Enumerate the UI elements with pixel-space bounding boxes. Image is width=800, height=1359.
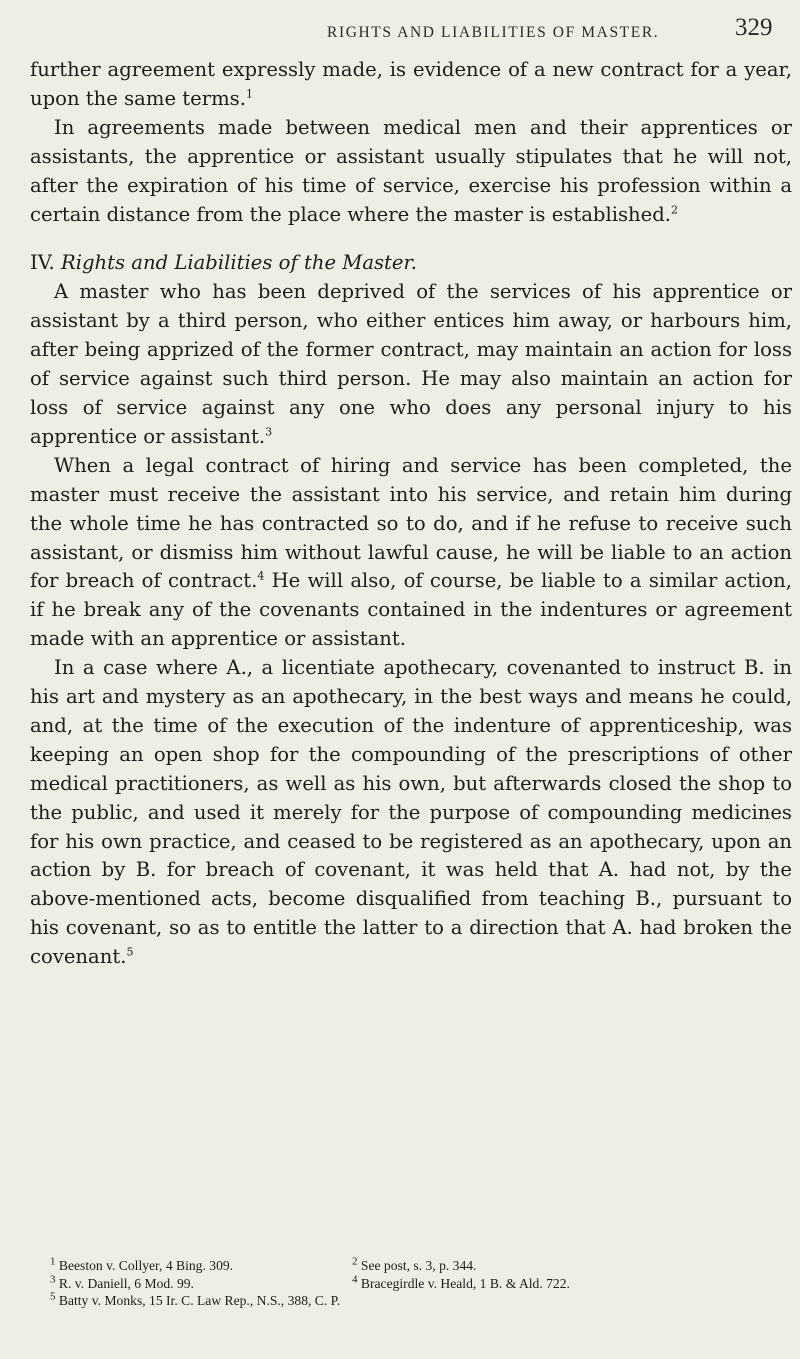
footnote-mark: 5	[50, 1290, 56, 1303]
footnote-text: Batty v. Monks, 15 Ir. C. Law Rep., N.S., 388, C. P.	[58, 1293, 341, 1308]
footnote	[352, 1257, 476, 1275]
footnote	[352, 1272, 570, 1293]
footnote-row	[50, 1272, 790, 1293]
footnote-text: See post, s. 3, p. 344.	[360, 1258, 477, 1273]
page-header	[0, 8, 800, 52]
footnote-mark: 2	[352, 1255, 358, 1268]
footnote	[50, 1257, 352, 1275]
section-heading	[30, 249, 792, 278]
footnote-ref: 1	[245, 87, 253, 101]
page-number: 329	[735, 14, 773, 41]
footnote-row	[50, 1292, 790, 1310]
footnote-ref: 4	[257, 569, 265, 583]
footnote-ref: 5	[126, 945, 134, 959]
paragraph-text: In agreements made between medical men and their apprentices or assistants, the apprentice or assistant usually stipulates that he will not, after the expiration of his time of service, exercise his profession within a certain distance from the place where the master is established.	[30, 115, 792, 226]
paragraph-text: further agreement expressly made, is evidence of a new contract for a year, upon the same terms.	[30, 58, 792, 110]
section-number: IV.	[30, 251, 55, 275]
paragraph-text: When a legal contract of hiring and service has been completed, the master must receive the assistant into his service, and retain him during the whole time he has contracted so to do, and if he refuse to receive such assistant, or dismiss him without lawful cause, he will be liable to an action for breach of contract.	[30, 453, 792, 593]
paragraph	[30, 56, 792, 114]
paragraph	[30, 114, 792, 230]
section-title: Rights and Liabilities of the Master.	[60, 251, 417, 275]
footnote-mark: 1	[50, 1255, 56, 1268]
paragraph	[30, 278, 792, 451]
paragraph-text: A master who has been deprived of the services of his apprentice or assistant by a third person, who either entices him away, or harbours him, after being apprized of the former contract, may maintain an action for loss of service against such third person. He may also maintain an action for loss of service against any one who does any personal injury to his apprentice or assistant.	[30, 280, 792, 448]
footnote-text: R. v. Daniell, 6 Mod. 99.	[58, 1275, 194, 1291]
footnote-ref: 3	[265, 425, 273, 439]
running-head: RIGHTS AND LIABILITIES OF MASTER.	[327, 24, 660, 41]
paragraph	[30, 654, 792, 972]
footnote-mark: 4	[352, 1272, 358, 1285]
footnote-ref: 2	[671, 203, 679, 216]
footnote-text: Bracegirdle v. Heald, 1 B. & Ald. 722.	[360, 1275, 570, 1291]
footnote	[50, 1272, 352, 1293]
footnotes	[50, 1257, 790, 1310]
paragraph-text: In a case where A., a licentiate apothecary, covenanted to instruct B. in his art and mystery as an apothecary, in the best ways and means he could, and, at the time of the execution of the indenture of apprenticeship, was keeping an open shop for the compounding of the prescriptions of other medical practitioners, as well as his own, but afterwards closed the shop to the public, and used it merely for the purpose of compounding medicines for his own practice, and ceased to be registered as an apothecary, upon an action by B. for breach of covenant, it was held that A. had not, by the above-mentioned acts, become disqualified from teaching B., pursuant to his covenant, so as to entitle the latter to a direction that A. had broken the covenant.	[30, 656, 792, 969]
footnote-row	[50, 1257, 790, 1275]
paragraph	[30, 452, 792, 654]
paragraph-text: He will also, of course, be liable to a similar action, if he break any of the covenants contained in the indentures or agreement made with an apprentice or assistant.	[30, 569, 792, 651]
footnote-mark: 3	[50, 1272, 56, 1285]
footnote-text: Beeston v. Collyer, 4 Bing. 309.	[58, 1258, 234, 1273]
footnote	[50, 1292, 340, 1310]
body-text	[30, 56, 792, 972]
